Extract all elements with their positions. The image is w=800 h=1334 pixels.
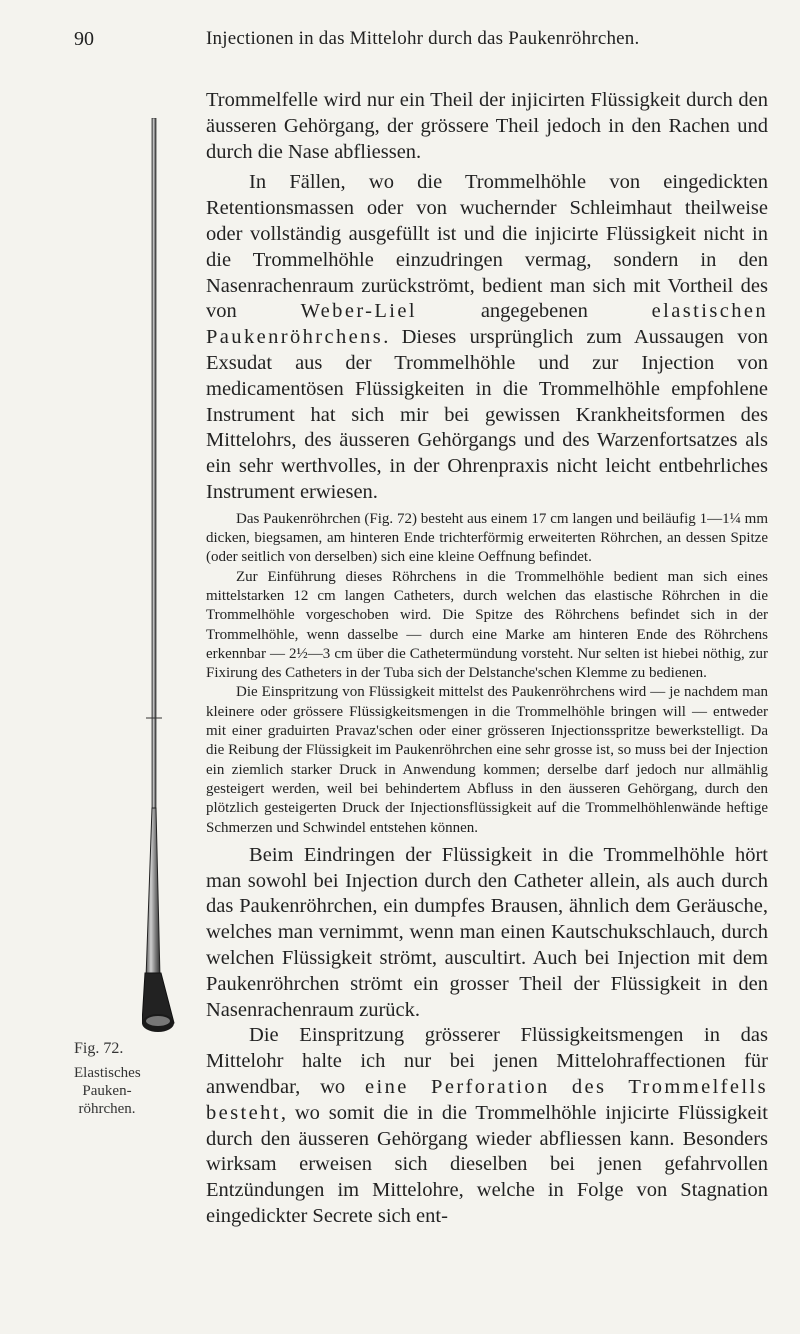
paragraph	[206, 1023, 768, 1229]
paragraph	[206, 170, 768, 505]
paragraph-text: Die Einspritzung grösserer Flüssigkeitsmengen in das Mittelohr halte ich nur bei jenen Mittelohraffectionen für anwendbar, wo	[206, 1024, 768, 1098]
emphasized-term: eine Perforation des Trommelfells besteht	[206, 1075, 768, 1124]
small-paragraph: Das Paukenröhrchen (Fig. 72) besteht aus einem 17 cm langen und beiläufig 1—1¼ mm dicken, biegsamen, am hinteren Ende trichterförmig erweiterten Röhrchen, an dessen Spitze (oder seitlich von derselben) sich eine kleine Oeffnung befindet.	[206, 510, 768, 566]
paragraph-text: In Fällen, wo die Trommelhöhle von eingedickten Retentionsmassen oder von wuchernder Schleimhaut theilweise oder vollständig ausgefüllt ist und die injicirte Flüssigkeit nicht in die Trommelhöhle einzudringen vermag, sondern in den Nasenrachenraum zurückströmt, bedient man sich mit Vortheil des von	[206, 171, 768, 323]
emphasized-term: elastischen Paukenröhrchens	[206, 300, 768, 349]
paragraph: Trommelfelle wird nur ein Theil der injicirten Flüssigkeit durch den äusseren Gehörgang, der grössere Theil jedoch in den Rachen und durch die Nase abfliessen.	[206, 89, 768, 163]
paragraph: Beim Eindringen der Flüssigkeit in die Trommelhöhle hört man sowohl bei Injection durch den Catheter allein, als auch durch das Paukenröhrchen, ein dumpfes Brausen, ähnlich dem Geräusche, welches man vernimmt, wenn man einen Kautschukschlauch, durch welchen Flüssigkeit strömt, auscultirt. Auch bei Injection mit dem Paukenröhrchen strömt ein grosser Theil der Flüssigkeit in den Nasenrachenraum zurück.	[206, 843, 768, 1021]
elastic-tube-illustration	[142, 118, 202, 1038]
figure-caption-line: Elastisches	[74, 1065, 141, 1081]
figure-caption	[74, 1040, 174, 1118]
paragraph-text: , wo somit die in die Trommelhöhle injicirte Flüssigkeit durch den äusseren Gehörgang wieder abfliessen kann. Besonders wirksam erweisen sich dieselben bei jenen gefahrvollen Entzündungen im Mittelohre, welche in Folge von Stagnation eingedickter Secrete sich ent-	[206, 1101, 768, 1227]
figure-72	[142, 118, 202, 1038]
page-number: 90	[74, 28, 94, 50]
figure-caption-line: Pauken-	[82, 1083, 132, 1099]
body-text	[206, 88, 768, 1230]
paragraph-text: angegebenen	[417, 300, 652, 323]
figure-label: Fig. 72.	[74, 1040, 124, 1057]
running-title: Injectionen in das Mittelohr durch das Paukenröhrchen.	[206, 28, 640, 49]
small-paragraph: Zur Einführung dieses Röhrchens in die Trommelhöhle bedient man sich eines mittelstarken 12 cm langen Catheters, durch welchen das elastische Röhrchen in die Trommelhöhle vorgeschoben wird. Die Spitze des Röhrchens befindet sich in der Trommelhöhle, wenn dasselbe — durch eine Marke am hinteren Ende des Röhrchens erkennbar — 2½—3 cm über die Cathetermündung vorsteht. Nur selten ist hiebei nöthig, zur Fixirung des Catheters in der Tuba sich der Delstanche'schen Klemme zu bedienen.	[206, 568, 768, 682]
paragraph-text: . Dieses ursprünglich zum Aussaugen von Exsudat aus der Trommelhöhle und zur Injection von medicamentösen Flüssigkeiten in die Trommelhöhle empfohlene Instrument hat sich mir bei gewissen Krankheitsformen des Mittelohrs, des äusseren Gehörgangs und des Warzenfortsatzes als ein sehr werthvolles, in der Ohrenpraxis nicht leicht entbehrliches Instrument erwiesen.	[206, 326, 768, 503]
figure-caption-line: röhrchen.	[78, 1101, 136, 1117]
small-paragraph: Die Einspritzung von Flüssigkeit mittelst des Paukenröhrchens wird — je nachdem man kleinere oder grössere Flüssigkeitsmengen in die Trommelhöhle bringen will — entweder mit einer graduirten Pravaz'schen oder einer grösseren Injectionsspritze bewerkstelligt. Da die Reibung der Flüssigkeit im Paukenröhrchen eine sehr grosse ist, so muss bei der Injection ein ziemlich starker Druck in Anwendung kommen; derselbe darf jedoch nur allmählig gesteigert werden, weil bei behindertem Abfluss in den äusseren Gehörgang, durch den plötzlich gesteigerten Druck der Injectionsflüssigkeit auf die Trommelhöhlenwände heftige Schmerzen und Schwindel entstehen können.	[206, 684, 768, 836]
author-names: Weber-Liel	[300, 300, 417, 323]
page-header	[0, 28, 800, 58]
